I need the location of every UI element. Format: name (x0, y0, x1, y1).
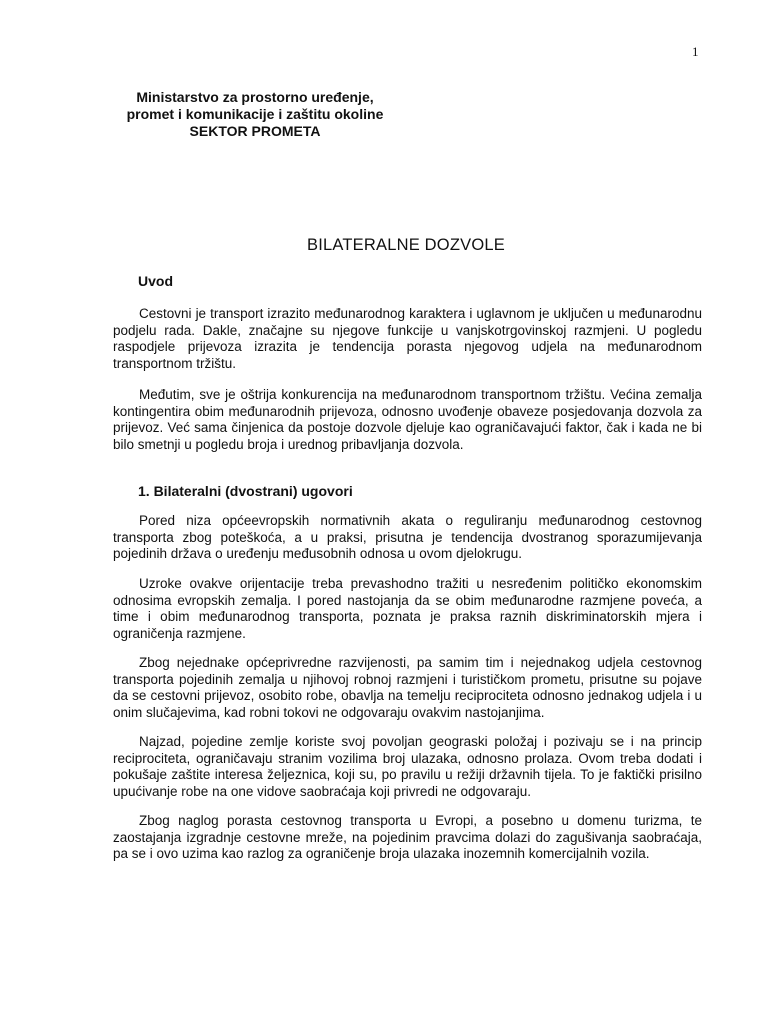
paragraph-bilateral-3: Zbog nejednake općeprivredne razvijenosti, pa samim tim i nejednakog udjela cestovnog transporta pojedinih zemalja u njihovoj robnoj razmjeni i turističkom prometu, prisutne su pojave da se cestovni prijevoz, osobito robe, obavlja na temelju reciprociteta odnosno jednakog udjela i u onim slučajevima, kad robni tokovi ne odgovaraju ovakvim nastojanjima. (113, 655, 702, 720)
header-line-sector: SEKTOR PROMETA (189, 123, 321, 139)
header-line-ministry-cont: promet i komunikacije i zaštitu okoline (126, 106, 384, 122)
section-heading-intro: Uvod (138, 273, 173, 289)
page-number: 1 (692, 44, 699, 59)
paragraph-intro-2: Međutim, sve je oštrija konkurencija na međunarodnom transportnom tržištu. Većina zemalja kontingentira obim međunarodnih prijevoza, odnosno uvođenje obaveze posjedovanja dozvola za prijevoz. Već sama činjenica da postoje dozvole djeluje kao ograničavajući faktor, čak i kada ne bi bilo smetnji u pogledu broja i urednog pribavljanja dozvola. (113, 387, 702, 452)
paragraph-bilateral-5: Zbog naglog porasta cestovnog transporta u Evropi, a posebno u domenu turizma, te zaostajanja izgradnje cestovne mreže, na pojedinim pravcima dolazi do zagušivanja saobraćaja, pa se i ovo uzima kao razlog za ograničenje broja ulazaka inozemnih komercijalnih vozila. (113, 813, 702, 862)
header-line-ministry: Ministarstvo za prostorno uređenje, (136, 89, 374, 105)
paragraph-bilateral-2: Uzroke ovakve orijentacije treba prevashodno tražiti u nesređenim političko ekonomskim odnosima evropskih zemalja. I pored nastojanja da se obim međunarodne razmjene poveća, a time i obim međunarodnog transporta, poznata je praksa raznih diskriminatorskih mjera i ograničenja razmjene. (113, 576, 702, 641)
section-heading-bilateral: 1. Bilateralni (dvostrani) ugovori (138, 483, 353, 499)
paragraph-bilateral-4: Najzad, pojedine zemlje koriste svoj povoljan geograski položaj i pozivaju se i na princip reciprociteta, ograničavaju stranim vozilima broj ulazaka, odnosno prolaza. Ovom treba dodati i pokušaje zaštite interesa željeznica, koji su, po pravilu u režiji državnih tijela. To je faktički prisilno upućivanje robe na one vidove saobraćaja koji privredi ne odgovaraju. (113, 734, 702, 799)
paragraph-intro-1: Cestovni je transport izrazito međunarodnog karaktera i uglavnom je uključen u međunarodnu podjelu rada. Dakle, značajne su njegove funkcije u vanjskotrgovinskoj razmjeni. U pogledu raspodjele prijevoza izrazita je tendencija porasta njegovog udjela na međunarodnom transportnom tržištu. (113, 306, 702, 371)
document-title: BILATERALNE DOZVOLE (307, 236, 505, 254)
ministry-header (110, 89, 400, 140)
paragraph-bilateral-1: Pored niza općeevropskih normativnih akata o reguliranju međunarodnog cestovnog transporta zbog poteškoća, a u praksi, prisutna je tendencija dvostranog sporazumijevanja pojedinih država o uređenju međusobnih odnosa u ovom djelokrugu. (113, 513, 702, 562)
